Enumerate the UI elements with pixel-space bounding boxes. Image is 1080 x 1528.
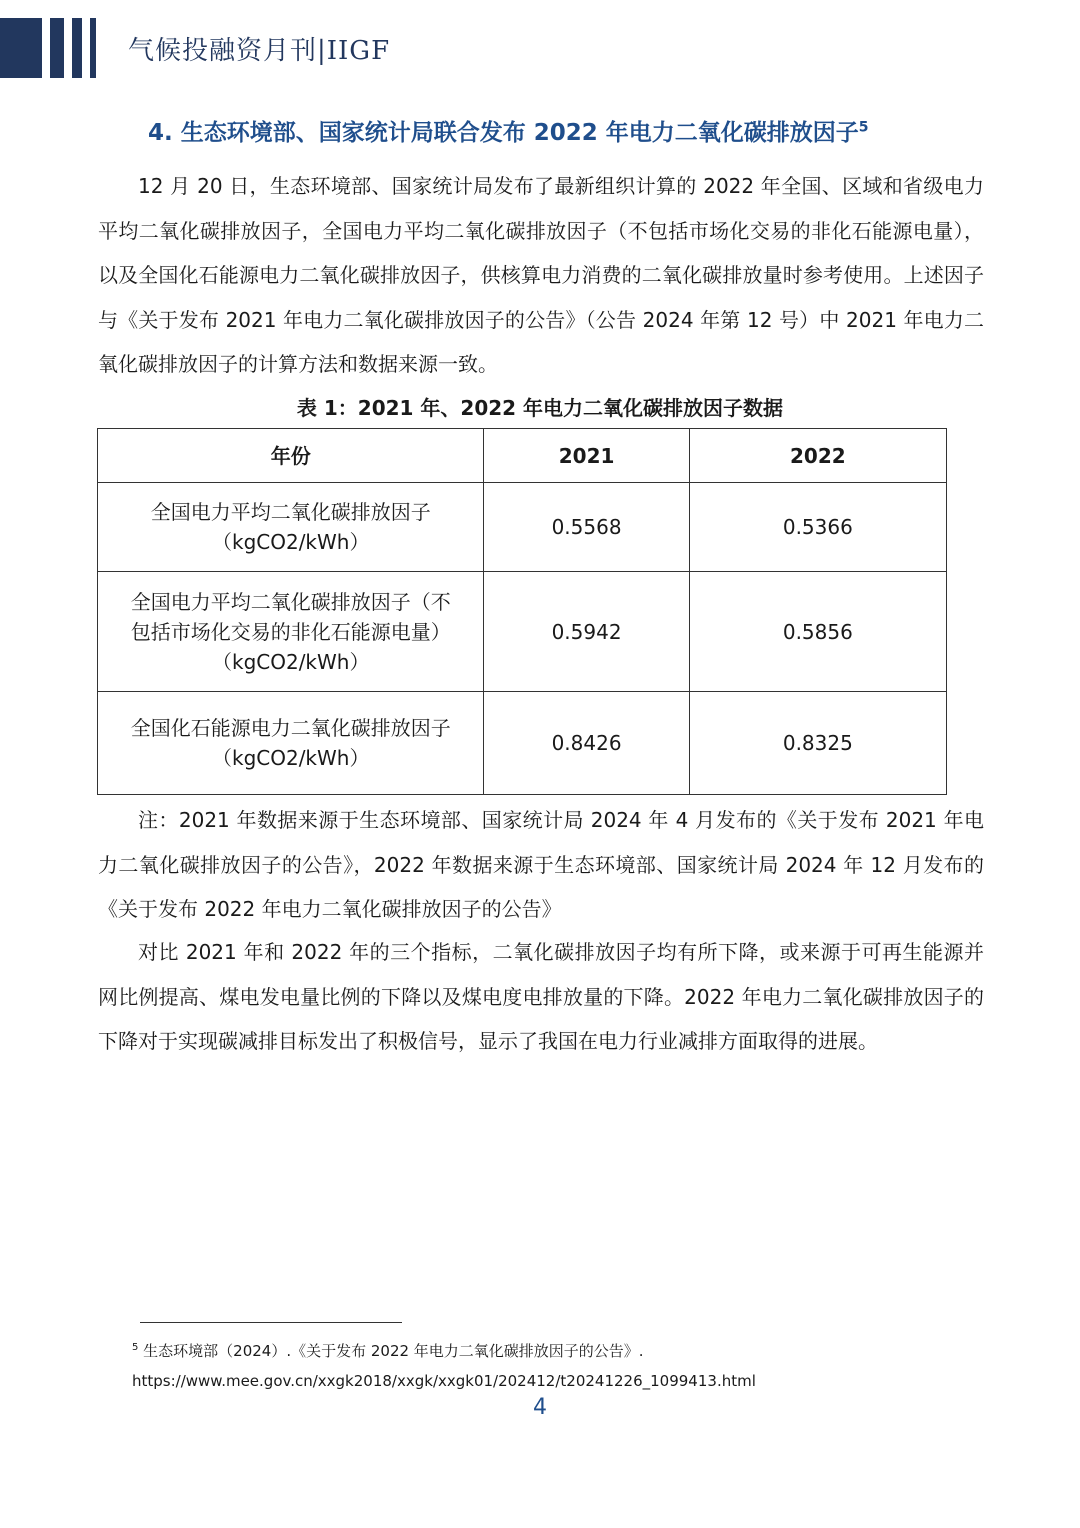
footnote — [132, 1333, 756, 1396]
footnote-divider — [140, 1322, 402, 1323]
page-number: 4 — [533, 1395, 547, 1420]
row-label-line: 全国电力平均二氧化碳排放因子（不 — [130, 589, 451, 614]
header-cell-year: 年份 — [98, 429, 484, 483]
header-bar — [90, 18, 96, 78]
footnote-citation — [132, 1333, 756, 1366]
row-label-line: （kgCO2/kWh） — [211, 649, 370, 674]
header-cell-2021: 2021 — [484, 429, 689, 483]
table-caption: 表 1：2021 年、2022 年电力二氧化碳排放因子数据 — [296, 396, 784, 420]
value-2021: 0.8426 — [484, 692, 689, 795]
header-bar — [0, 18, 42, 78]
value-2022: 0.5366 — [689, 483, 946, 572]
row-label-line: 包括市场化交易的非化石能源电量） — [130, 619, 451, 644]
row-label-line: 全国电力平均二氧化碳排放因子 — [150, 500, 431, 524]
row-label — [98, 692, 484, 795]
table-row — [98, 483, 947, 572]
table-row — [98, 572, 947, 692]
row-label — [98, 572, 484, 692]
footnote-url[interactable]: https://www.mee.gov.cn/xxgk2018/xxgk/xxgk01/202412/t20241226_1099413.html — [132, 1372, 756, 1390]
value-2022: 0.8325 — [689, 692, 946, 795]
value-2021: 0.5568 — [484, 483, 689, 572]
journal-title: 气候投融资月刊|IIGF — [128, 36, 391, 66]
row-label — [98, 483, 484, 572]
header-bar — [50, 18, 64, 78]
header-cell-2022: 2022 — [689, 429, 946, 483]
emission-factor-table — [97, 428, 947, 795]
value-2022: 0.5856 — [689, 572, 946, 692]
table-row — [98, 692, 947, 795]
footnote-reference[interactable]: 5 — [858, 119, 869, 136]
value-2021: 0.5942 — [484, 572, 689, 692]
row-label-line: 全国化石能源电力二氧化碳排放因子 — [130, 716, 451, 740]
table-header-row — [98, 429, 947, 483]
section-title-text: 4. 生态环境部、国家统计局联合发布 2022 年电力二氧化碳排放因子 — [148, 120, 859, 146]
section-title — [148, 114, 869, 147]
conclusion-paragraph: 对比 2021 年和 2022 年的三个指标，二氧化碳排放因子均有所下降，或来源于可再生能源并网比例提高、煤电发电量比例的下降以及煤电度电排放量的下降。2022 年电力二氧化碳排放因子的下降对于实现碳减排目标发出了积极信号，显示了我国在电力行业减排方面取得的进展。 — [98, 940, 984, 1053]
footnote-text: 生态环境部（2024）.《关于发布 2022 年电力二氧化碳排放因子的公告》. — [143, 1342, 644, 1360]
footnote-marker: 5 — [132, 1342, 139, 1353]
row-label-line: （kgCO2/kWh） — [211, 530, 370, 554]
header-bar — [72, 18, 82, 78]
intro-paragraph: 12 月 20 日，生态环境部、国家统计局发布了最新组织计算的 2022 年全国、区域和省级电力平均二氧化碳排放因子，全国电力平均二氧化碳排放因子（不包括市场化交易的非化石能源电量），以及全国化石能源电力二氧化碳排放因子，供核算电力消费的二氧化碳排放量时参考使用。上述因子与《关于发布 2021 年电力二氧化碳排放因子的公告》（公告 2024 年第 12 号）中 2021 年电力二氧化碳排放因子的计算方法和数据来源一致。 — [98, 174, 984, 376]
table-note: 注：2021 年数据来源于生态环境部、国家统计局 2024 年 4 月发布的《关于发布 2021 年电力二氧化碳排放因子的公告》，2022 年数据来源于生态环境部、国家统计局 2024 年 12 月发布的《关于发布 2022 年电力二氧化碳排放因子的公告》 — [98, 808, 984, 921]
row-label-line: （kgCO2/kWh） — [211, 746, 370, 770]
